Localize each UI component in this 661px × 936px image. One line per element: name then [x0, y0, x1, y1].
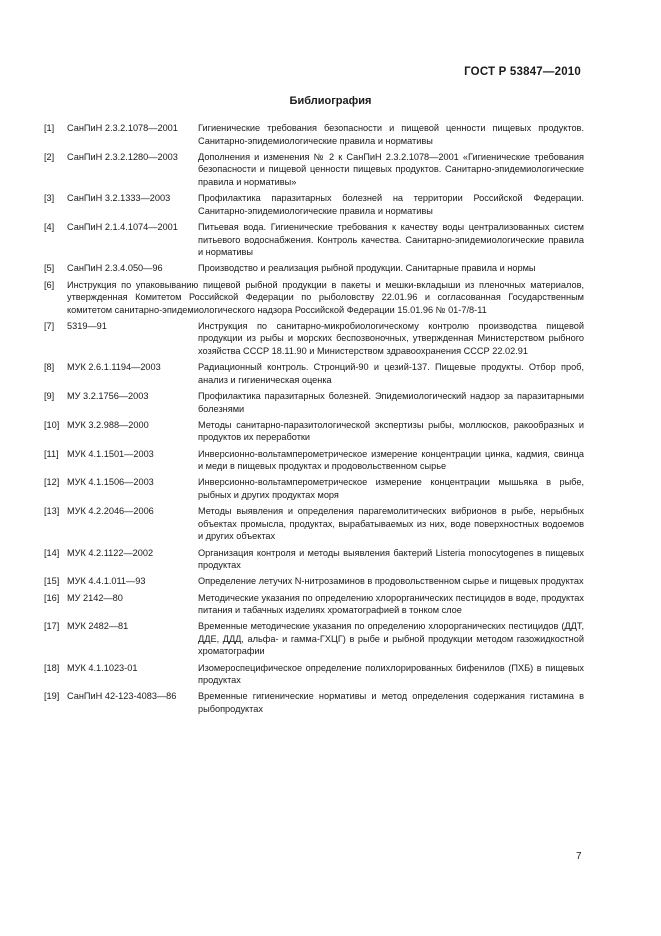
- bib-entry-text: Инструкция по санитарно-микробиологическому контролю производства пищевой продукции из рыбы и морских беспозвоночных, утвержденная Министерством рыбного хозяйства СССР 18.11.90 и Министерством здравоохранения СССР 22.02.91: [198, 320, 584, 357]
- bib-entry: [44, 361, 584, 386]
- bib-entry-code: СанПиН 2.3.4.050—96: [67, 263, 163, 274]
- bib-entry-number: [16]: [44, 592, 60, 603]
- bib-entry: [44, 505, 584, 543]
- bib-entry: [44, 575, 584, 588]
- bib-entry-text: Инверсионно-вольтамперометрическое измерение концентрации цинка, кадмия, свинца и меди в пищевых продуктах и продовольственном сырье: [198, 448, 584, 472]
- bib-entry-number: [1]: [44, 123, 55, 133]
- bib-entry: [44, 690, 584, 715]
- bib-entry-number: [14]: [44, 547, 60, 558]
- bib-entry-number: [17]: [44, 621, 60, 632]
- bib-entry-number: [11]: [44, 448, 59, 459]
- bib-entry-code: МУК 4.2.2046—2006: [67, 506, 154, 517]
- bib-entry-text: Методы санитарно-паразитологической экспертизы рыбы, моллюсков, ракообразных и продуктов их переработки: [198, 419, 584, 443]
- bib-entry-number: [18]: [44, 662, 60, 673]
- bib-entry-number: [19]: [44, 691, 60, 702]
- bib-entry-number: [10]: [44, 419, 60, 430]
- bib-entry-text: Радиационный контроль. Стронций-90 и цезий-137. Пищевые продукты. Отбор проб, анализ и гигиеническая оценка: [198, 362, 584, 385]
- bib-entry: [44, 419, 584, 444]
- bib-entry-text: Инструкция по упаковыванию пищевой рыбной продукции в пакеты и мешки-вкладыши из пленочных материалов, утвержденная Комитетом Российской Федерации по рыболовству 22.01.96 и согласованная Государственным комитетом санитарно-эпидемиологического надзора Российской Федерации 15.01.96 № 01-7/8-11: [67, 279, 584, 315]
- bib-entry-text: Методы выявления и определения парагемолитических вибрионов в рыбе, нерыбных объектах промысла, продуктах, вырабатываемых из них, воде поверхностных водоемов и других объектах: [198, 506, 584, 542]
- page-number: 7: [576, 851, 582, 862]
- bib-entry-code: МУК 2.6.1.1194—2003: [67, 362, 161, 373]
- page-title: Библиография: [289, 95, 372, 107]
- bib-entry-code: МУ 3.2.1756—2003: [67, 391, 149, 402]
- bib-entry-code: МУК 4.4.1.011—93: [67, 576, 146, 587]
- bib-entry-text: Методические указания по определению хлорорганических пестицидов в воде, продуктах питания и табачных изделиях хроматографией в тонком слое: [198, 592, 584, 616]
- bib-entry-code: МУ 2142—80: [67, 592, 123, 603]
- bib-entry-code: МУК 4.1.1506—2003: [67, 477, 154, 488]
- bib-entry-text: Инверсионно-вольтамперометрическое измерение концентрации мышьяка в рыбе, рыбных и других продуктах моря: [198, 477, 584, 500]
- bib-entry-number: [2]: [44, 151, 55, 162]
- bib-entry-number: [7]: [44, 320, 55, 331]
- bib-entry-code: МУК 4.2.1122—2002: [67, 547, 154, 558]
- bib-entry: [44, 592, 584, 617]
- bib-entry-number: [15]: [44, 576, 60, 587]
- bib-entry-number: [8]: [44, 362, 55, 373]
- bib-entry-code: СанПиН 42-123-4083—86: [67, 691, 177, 702]
- bib-entry: [44, 476, 584, 501]
- bib-entry: [44, 547, 584, 572]
- bib-entry-code: 5319—91: [67, 320, 107, 331]
- bib-entry-number: [4]: [44, 221, 55, 232]
- bib-entry-text: Профилактика паразитарных болезней на территории Российской Федерации. Санитарно-эпидемиологические правила и нормативы: [198, 193, 584, 216]
- bib-entry-code: СанПиН 2.3.2.1280—2003: [67, 151, 178, 162]
- bib-entry: [44, 320, 584, 358]
- bibliography-list: [44, 122, 584, 719]
- bib-entry-code: МУК 2482—81: [67, 621, 129, 632]
- bib-entry-text: Производство и реализация рыбной продукции. Санитарные правила и нормы: [198, 263, 536, 274]
- bib-entry-code: СанПиН 2.1.4.1074—2001: [67, 221, 178, 232]
- bib-entry-number: [9]: [44, 391, 55, 402]
- bib-entry: [44, 122, 584, 147]
- bib-entry-code: СанПиН 3.2.1333—2003: [67, 193, 171, 204]
- bib-entry-number: [12]: [44, 477, 60, 488]
- bib-entry: [44, 662, 584, 687]
- bib-entry: [44, 279, 584, 317]
- bib-entry: [44, 390, 584, 415]
- bib-entry-text: Профилактика паразитарных болезней. Эпидемиологический надзор за паразитарными болезнями: [198, 391, 584, 414]
- bib-entry-text: Временные методические указания по определению хлорорганических пестицидов (ДДТ, ДДЕ, ДДД, альфа- и гамма-ГХЦГ) в рыбе и рыбной продукции методом газожидкостной хроматографии: [198, 621, 584, 657]
- bib-entry: [44, 192, 584, 217]
- bib-entry-number: [6]: [44, 279, 55, 290]
- bib-entry: [44, 448, 584, 473]
- bib-entry-text: Определение летучих N-нитрозаминов в продовольственном сырье и пищевых продуктах: [198, 576, 584, 587]
- bib-entry-text: Изомероспецифическое определение полихлорированных бифенилов (ПХБ) в пищевых продуктах: [198, 662, 584, 686]
- bib-entry-number: [3]: [44, 193, 55, 204]
- bib-entry-text: Гигиенические требования безопасности и пищевой ценности пищевых продуктов. Санитарно-эпидемиологические правила и нормативы: [198, 123, 584, 146]
- document-header: ГОСТ Р 53847—2010: [464, 66, 581, 78]
- bib-entry-code: СанПиН 2.3.2.1078—2001: [67, 123, 178, 133]
- bib-entry-text: Временные гигиенические нормативы и метод определения содержания гистамина в рыбопродуктах: [198, 691, 584, 715]
- bib-entry-text: Организация контроля и методы выявления бактерий Listeria monocytogenes в пищевых продуктах: [198, 547, 584, 571]
- bib-entry-number: [5]: [44, 263, 55, 274]
- bib-entry: [44, 262, 584, 275]
- bib-entry-code: МУК 4.1.1023-01: [67, 662, 138, 673]
- bib-entry: [44, 221, 584, 259]
- bib-entry-code: МУК 4.1.1501—2003: [67, 448, 154, 459]
- bib-entry-text: Питьевая вода. Гигиенические требования к качеству воды централизованных систем питьевого водоснабжения. Контроль качества. Санитарно-эпидемиологические правила и нормативы: [198, 221, 584, 258]
- bib-entry-code: МУК 3.2.988—2000: [67, 419, 149, 430]
- bib-entry-text: Дополнения и изменения № 2 к СанПиН 2.3.2.1078—2001 «Гигиенические требования безопасности и пищевой ценности пищевых продуктов. Санитарно-эпидемиологические правила и нормативы»: [198, 151, 584, 187]
- bib-entry-number: [13]: [44, 506, 60, 517]
- bib-entry: [44, 151, 584, 189]
- bib-entry: [44, 620, 584, 658]
